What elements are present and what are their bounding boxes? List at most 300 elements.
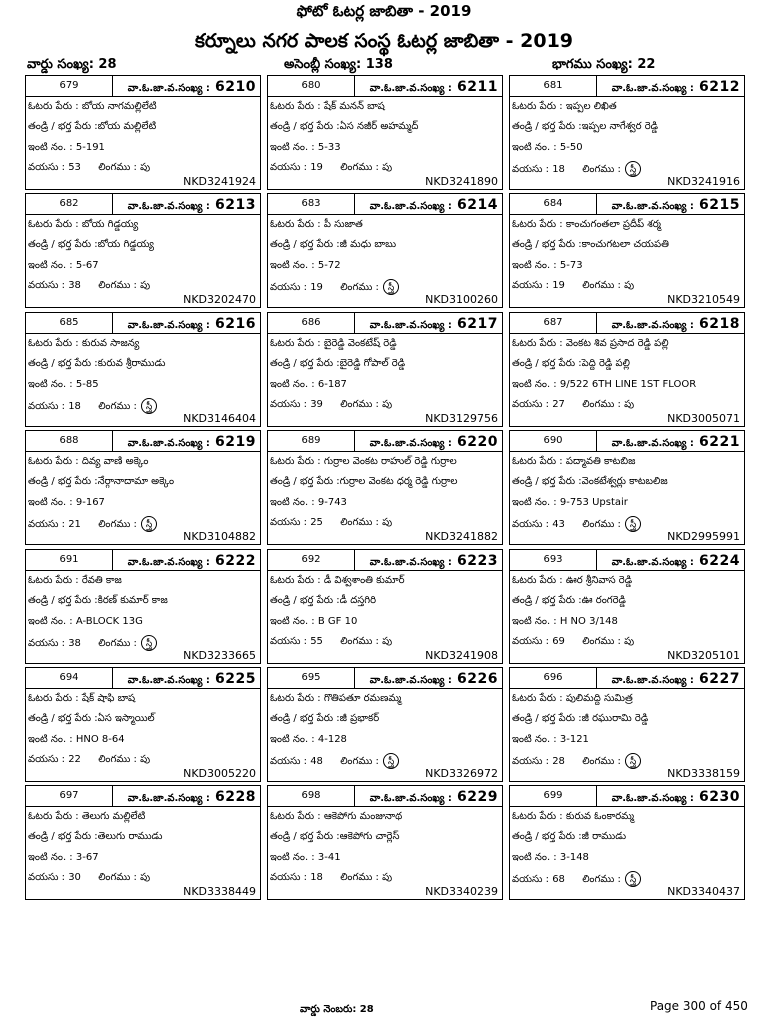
gender-label: లింగము : — [98, 872, 141, 883]
house-number-label: ఇంటి నం. : — [512, 497, 560, 508]
epic-serial — [612, 76, 740, 96]
serial-number: 688 — [25, 430, 113, 452]
epic-serial-label: వా.ఓ.జా.వ.సంఖ్య : — [369, 557, 452, 568]
gender-value: పు — [382, 517, 393, 528]
gender-value: పు — [624, 280, 635, 291]
epic-serial — [612, 194, 740, 214]
voter-card — [267, 312, 503, 427]
epic-serial — [128, 194, 256, 214]
house-number-row — [512, 378, 742, 392]
epic-serial-number: 6214 — [457, 197, 498, 213]
voter-name: బైరెడ్డి వెంకటేష్ రెడ్డి — [323, 338, 397, 349]
voter-name: ఇప్పల లిఖిత — [565, 101, 617, 112]
voter-name-label: ఓటరు పేరు : — [28, 693, 82, 704]
house-number-label: ఇంటి నం. : — [512, 852, 560, 863]
house-number-row — [28, 378, 258, 392]
title-small: ఫోటో ఓటర్ల జాబితా - 2019 — [296, 2, 472, 20]
relation-name-row — [512, 594, 742, 608]
age-gender-row — [270, 871, 500, 885]
relation-name-label: తండ్రి / భర్త పేరు : — [512, 476, 582, 487]
relation-name: కురువ శ్రీరాముడు — [97, 358, 166, 369]
voter-name-row — [512, 574, 742, 588]
voter-name-row — [270, 455, 500, 469]
voter-card — [25, 75, 261, 190]
voter-name-row — [512, 455, 742, 469]
voter-name: వెంకట శివ ప్రసాద రెడ్డి పల్లి — [565, 338, 669, 349]
house-number: 3-41 — [317, 852, 341, 863]
house-number-row — [270, 851, 500, 865]
voter-card — [509, 549, 745, 664]
voter-name: కురువ ఓంకారమ్మ — [565, 811, 635, 822]
relation-name: బోయ గిడ్డయ్య — [97, 239, 155, 250]
epic-serial — [128, 786, 256, 806]
epic-serial-number: 6228 — [215, 789, 256, 805]
gender-value: పు — [624, 399, 635, 410]
relation-name-label: తండ్రి / భర్త పేరు : — [512, 595, 582, 606]
age-label: వయసు : — [28, 280, 69, 291]
house-number-label: ఇంటి నం. : — [270, 497, 318, 508]
epic-serial — [370, 194, 498, 214]
voter-card — [267, 430, 503, 545]
epic-serial — [612, 313, 740, 333]
house-number-row — [512, 496, 742, 510]
epic-serial-number: 6229 — [457, 789, 498, 805]
voter-name-row — [28, 810, 258, 824]
voter-name-row — [270, 100, 500, 114]
house-number-label: ఇంటి నం. : — [28, 260, 76, 271]
age-value: 21 — [68, 519, 81, 530]
house-number-label: ఇంటి నం. : — [28, 379, 76, 390]
age-label: వయసు : — [512, 636, 553, 647]
epic-serial-label: వా.ఓ.జా.వ.సంఖ్య : — [611, 201, 694, 212]
epic-serial-label: వా.ఓ.జా.వ.సంఖ్య : — [611, 793, 694, 804]
voter-name: పద్మావతి కాటబిజ — [565, 456, 636, 467]
epic-serial-number: 6221 — [699, 434, 740, 450]
voter-name-label: ఓటరు పేరు : — [270, 456, 324, 467]
voter-grid — [25, 75, 745, 904]
voter-name-label: ఓటరు పేరు : — [270, 693, 324, 704]
card-header — [510, 786, 744, 807]
voter-id: NKD3338449 — [183, 885, 256, 898]
female-badge: స్త్రీ — [625, 753, 641, 769]
voter-name-label: ఓటరు పేరు : — [512, 811, 566, 822]
relation-name-label: తండ్రి / భర్త పేరు : — [28, 595, 98, 606]
house-number: A-BLOCK 13G — [75, 616, 143, 627]
house-number: 9-743 — [317, 497, 347, 508]
age-value: 27 — [552, 399, 565, 410]
gender-value: పు — [382, 636, 393, 647]
epic-serial-label: వా.ఓ.జా.వ.సంఖ్య : — [127, 557, 210, 568]
voter-id: NKD3210549 — [667, 293, 740, 306]
female-badge: స్త్రీ — [141, 398, 157, 414]
voter-name-row — [28, 692, 258, 706]
age-label: వయసు : — [28, 638, 69, 649]
house-number-row — [28, 259, 258, 273]
voter-id: NKD3340437 — [667, 885, 740, 898]
age-gender-row — [512, 635, 742, 649]
voter-name-row — [512, 218, 742, 232]
female-badge: స్త్రీ — [625, 161, 641, 177]
gender-value: పు — [382, 872, 393, 883]
voter-card — [267, 785, 503, 900]
voter-name: గుర్రాల వెంకట రాహుల్ రెడ్డి గుర్రాల — [323, 456, 457, 467]
voter-name-row — [28, 455, 258, 469]
relation-name: తెలుగు రాముడు — [97, 831, 163, 842]
epic-serial-number: 6219 — [215, 434, 256, 450]
age-value: 18 — [68, 401, 81, 412]
voter-name-row — [28, 337, 258, 351]
gender-label: లింగము : — [582, 756, 625, 767]
age-label: వయసు : — [28, 519, 69, 530]
relation-name-label: తండ్రి / భర్త పేరు : — [512, 239, 582, 250]
relation-name-row — [512, 120, 742, 134]
voter-name-row — [28, 100, 258, 114]
house-number-label: ఇంటి నం. : — [512, 379, 560, 390]
serial-number: 687 — [509, 312, 597, 334]
voter-id: NKD3340239 — [425, 885, 498, 898]
voter-name: షేక్ మనన్ బాష — [323, 101, 385, 112]
epic-serial-label: వా.ఓ.జా.వ.సంఖ్య : — [369, 83, 452, 94]
voter-card — [25, 312, 261, 427]
age-gender-row — [270, 516, 500, 530]
voter-name-label: ఓటరు పేరు : — [512, 219, 566, 230]
voter-card — [267, 549, 503, 664]
epic-serial-number: 6227 — [699, 671, 740, 687]
house-number-row — [28, 733, 258, 747]
page-number: Page 300 of 450 — [650, 999, 748, 1013]
serial-number: 698 — [267, 785, 355, 807]
card-header — [268, 76, 502, 97]
voter-name-row — [270, 574, 500, 588]
age-value: 38 — [68, 280, 81, 291]
epic-serial-label: వా.ఓ.జా.వ.సంఖ్య : — [611, 438, 694, 449]
age-label: వయసు : — [28, 401, 69, 412]
house-number-row — [512, 733, 742, 747]
gender-label: లింగము : — [340, 162, 383, 173]
voter-name: ఊర శ్రీనివాస రెడ్డి — [565, 575, 633, 586]
card-header — [510, 668, 744, 689]
serial-number: 680 — [267, 75, 355, 97]
house-number-row — [28, 615, 258, 629]
age-gender-row — [512, 398, 742, 412]
relation-name-label: తండ్రి / భర్త పేరు : — [270, 476, 340, 487]
serial-number: 682 — [25, 193, 113, 215]
voter-name-label: ఓటరు పేరు : — [512, 101, 566, 112]
serial-number: 681 — [509, 75, 597, 97]
epic-serial-label: వా.ఓ.జా.వ.సంఖ్య : — [369, 320, 452, 331]
house-number-label: ఇంటి నం. : — [270, 852, 318, 863]
voter-id: NKD3146404 — [183, 412, 256, 425]
house-number-row — [28, 141, 258, 155]
voter-card — [509, 785, 745, 900]
card-header — [510, 550, 744, 571]
voter-name-label: ఓటరు పేరు : — [512, 338, 566, 349]
gender-label: లింగము : — [98, 401, 141, 412]
house-number: 3-121 — [559, 734, 589, 745]
epic-serial — [128, 313, 256, 333]
age-value: 19 — [552, 280, 565, 291]
voter-card — [509, 430, 745, 545]
gender-value: పు — [382, 162, 393, 173]
age-gender-row — [512, 279, 742, 293]
voter-id: NKD3104882 — [183, 530, 256, 543]
house-number-row — [270, 733, 500, 747]
relation-name-row — [512, 238, 742, 252]
voter-name: డీ విశ్వశాంతి కుమార్ — [323, 575, 405, 586]
card-header — [268, 668, 502, 689]
relation-name: బైరెడ్డి గోపాల్ రెడ్డి — [339, 358, 406, 369]
epic-serial-number: 6216 — [215, 316, 256, 332]
age-gender-row — [270, 635, 500, 649]
card-header — [268, 431, 502, 452]
relation-name: కాంచుగటలా చయపతి — [581, 239, 669, 250]
card-header — [26, 668, 260, 689]
house-number-label: ఇంటి నం. : — [270, 260, 318, 271]
relation-name: డీ దస్తగిరి — [339, 595, 377, 606]
female-badge: స్త్రీ — [141, 635, 157, 651]
relation-name-label: తండ్రి / భర్త పేరు : — [270, 358, 340, 369]
gender-label: లింగము : — [582, 874, 625, 885]
card-header — [26, 313, 260, 334]
house-number: 3-148 — [559, 852, 589, 863]
epic-serial — [612, 668, 740, 688]
voter-id: NKD3241908 — [425, 649, 498, 662]
voter-name-label: ఓటరు పేరు : — [270, 338, 324, 349]
voter-id: NKD3205101 — [667, 649, 740, 662]
voter-card — [25, 193, 261, 308]
voter-name: ఆకెపోగు మంజునాథ — [323, 811, 403, 822]
age-label: వయసు : — [270, 756, 311, 767]
voter-name: గొతిపతూ రమణమ్మ — [323, 693, 402, 704]
relation-name-row — [28, 712, 258, 726]
epic-serial-number: 6223 — [457, 553, 498, 569]
age-value: 48 — [310, 756, 323, 767]
relation-name-label: తండ్రి / భర్త పేరు : — [28, 831, 98, 842]
card-header — [268, 786, 502, 807]
house-number: 5-33 — [317, 142, 341, 153]
gender-label: లింగము : — [582, 399, 625, 410]
age-value: 38 — [68, 638, 81, 649]
voter-id: NKD3005071 — [667, 412, 740, 425]
gender-value: పు — [140, 280, 151, 291]
age-label: వయసు : — [28, 872, 69, 883]
epic-serial-label: వా.ఓ.జా.వ.సంఖ్య : — [369, 438, 452, 449]
relation-name-row — [270, 712, 500, 726]
relation-name-row — [28, 830, 258, 844]
voter-card — [25, 549, 261, 664]
voter-id: NKD3241882 — [425, 530, 498, 543]
relation-name-label: తండ్రి / భర్త పేరు : — [270, 239, 340, 250]
house-number: 5-67 — [75, 260, 99, 271]
relation-name-row — [28, 120, 258, 134]
epic-serial — [370, 76, 498, 96]
epic-serial-number: 6220 — [457, 434, 498, 450]
voter-card — [267, 667, 503, 782]
voter-id: NKD3100260 — [425, 293, 498, 306]
voter-name: దివ్య వాణి అక్కెం — [81, 456, 149, 467]
age-label: వయసు : — [28, 754, 69, 765]
age-label: వయసు : — [270, 517, 311, 528]
age-gender-row — [28, 753, 258, 767]
voter-name-row — [512, 100, 742, 114]
voter-name-label: ఓటరు పేరు : — [270, 219, 324, 230]
serial-number: 695 — [267, 667, 355, 689]
house-number: 9/522 6TH LINE 1ST FLOOR — [559, 379, 697, 390]
house-number-row — [28, 851, 258, 865]
voter-name-label: ఓటరు పేరు : — [512, 693, 566, 704]
page-title: కర్నూలు నగర పాలక సంస్థ ఓటర్ల జాబితా - 2019 — [194, 30, 574, 52]
age-value: 19 — [310, 282, 323, 293]
voter-name-label: ఓటరు పేరు : — [28, 101, 82, 112]
gender-label: లింగము : — [582, 164, 625, 175]
voter-card — [25, 667, 261, 782]
age-value: 18 — [310, 872, 323, 883]
epic-serial-label: వా.ఓ.జా.వ.సంఖ్య : — [369, 793, 452, 804]
voter-name-label: ఓటరు పేరు : — [28, 456, 82, 467]
epic-serial — [370, 431, 498, 451]
relation-name-row — [270, 357, 500, 371]
female-badge: స్త్రీ — [625, 871, 641, 887]
epic-serial-number: 6215 — [699, 197, 740, 213]
relation-name-label: తండ్రి / భర్త పేరు : — [512, 831, 582, 842]
voter-name-row — [270, 218, 500, 232]
gender-label: లింగము : — [582, 519, 625, 530]
voter-name-row — [270, 337, 500, 351]
serial-number: 697 — [25, 785, 113, 807]
voter-name-label: ఓటరు పేరు : — [28, 219, 82, 230]
voter-name-label: ఓటరు పేరు : — [512, 456, 566, 467]
serial-number: 694 — [25, 667, 113, 689]
relation-name-label: తండ్రి / భర్త పేరు : — [512, 358, 582, 369]
voter-name-label: ఓటరు పేరు : — [512, 575, 566, 586]
epic-serial-number: 6211 — [457, 79, 498, 95]
age-value: 43 — [552, 519, 565, 530]
card-header — [268, 550, 502, 571]
gender-label: లింగము : — [98, 754, 141, 765]
serial-number: 696 — [509, 667, 597, 689]
age-gender-row — [28, 279, 258, 293]
house-number-label: ఇంటి నం. : — [28, 734, 76, 745]
relation-name-label: తండ్రి / భర్త పేరు : — [270, 831, 340, 842]
relation-name-label: తండ్రి / భర్త పేరు : — [28, 476, 98, 487]
relation-name-label: తండ్రి / భర్త పేరు : — [28, 121, 98, 132]
house-number-row — [270, 141, 500, 155]
relation-name: ఇప్పల నాగేశ్వర రెడ్డి — [581, 121, 659, 132]
relation-name: ఏస నజీర్ అహమ్మద్ — [339, 121, 419, 132]
house-number-row — [512, 851, 742, 865]
gender-label: లింగము : — [340, 399, 383, 410]
epic-serial-number: 6230 — [699, 789, 740, 805]
gender-label: లింగము : — [340, 636, 383, 647]
age-value: 25 — [310, 517, 323, 528]
gender-label: లింగము : — [340, 517, 383, 528]
epic-serial — [128, 431, 256, 451]
ward-number-label: వార్డు సంఖ్య: 28 — [27, 57, 117, 72]
epic-serial — [128, 668, 256, 688]
relation-name-label: తండ్రి / భర్త పేరు : — [270, 121, 340, 132]
house-number-label: ఇంటి నం. : — [28, 616, 76, 627]
relation-name: గుర్రాల వెంకట ధర్మ రెడ్డి గుర్రాల — [339, 476, 458, 487]
voter-card — [509, 75, 745, 190]
voter-id: NKD3202470 — [183, 293, 256, 306]
house-number-label: ఇంటి నం. : — [28, 142, 76, 153]
epic-serial-number: 6224 — [699, 553, 740, 569]
relation-name-row — [28, 594, 258, 608]
gender-label: లింగము : — [98, 280, 141, 291]
relation-name-row — [28, 475, 258, 489]
epic-serial-label: వా.ఓ.జా.వ.సంఖ్య : — [127, 438, 210, 449]
voter-name-row — [28, 574, 258, 588]
voter-name-row — [512, 692, 742, 706]
voter-id: NKD2995991 — [667, 530, 740, 543]
relation-name-row — [28, 357, 258, 371]
relation-name: ఊ రంగరెడ్డి — [581, 595, 626, 606]
serial-number: 690 — [509, 430, 597, 452]
serial-number: 693 — [509, 549, 597, 571]
house-number-row — [270, 496, 500, 510]
relation-name: వెంకటేశ్వర్లు కాటబలిజ — [581, 476, 668, 487]
gender-value: పు — [140, 872, 151, 883]
house-number: 9-167 — [75, 497, 105, 508]
house-number: 5-85 — [75, 379, 99, 390]
age-value: 55 — [310, 636, 323, 647]
gender-label: లింగము : — [98, 638, 141, 649]
voter-name-label: ఓటరు పేరు : — [270, 811, 324, 822]
epic-serial — [370, 668, 498, 688]
relation-name-label: తండ్రి / భర్త పేరు : — [270, 713, 340, 724]
house-number-row — [28, 496, 258, 510]
voter-name-row — [512, 337, 742, 351]
age-gender-row — [28, 871, 258, 885]
house-number: H NO 3/148 — [559, 616, 618, 627]
house-number-row — [512, 259, 742, 273]
relation-name-row — [270, 238, 500, 252]
house-number-row — [512, 615, 742, 629]
age-label: వయసు : — [270, 399, 311, 410]
voter-id: NKD3241916 — [667, 175, 740, 188]
voter-name: రేవతి కాజ — [81, 575, 122, 586]
gender-label: లింగము : — [340, 756, 383, 767]
voter-id: NKD3005220 — [183, 767, 256, 780]
age-label: వయసు : — [512, 280, 553, 291]
female-badge: స్త్రీ — [383, 753, 399, 769]
age-label: వయసు : — [270, 282, 311, 293]
house-number: 6-187 — [317, 379, 347, 390]
voter-name-row — [270, 810, 500, 824]
relation-name-row — [512, 712, 742, 726]
epic-serial-label: వా.ఓ.జా.వ.సంఖ్య : — [369, 201, 452, 212]
house-number: 4-128 — [317, 734, 347, 745]
relation-name: నేర్గానాదామా అక్కెం — [97, 476, 175, 487]
voter-name-label: ఓటరు పేరు : — [28, 575, 82, 586]
voter-card — [25, 430, 261, 545]
voter-name-row — [270, 692, 500, 706]
epic-serial-label: వా.ఓ.జా.వ.సంఖ్య : — [127, 675, 210, 686]
epic-serial — [612, 431, 740, 451]
voter-name: తెలుగు మల్లిలేటి — [81, 811, 146, 822]
relation-name: కిరణ్ కుమార్ కాజ — [97, 595, 168, 606]
serial-number: 692 — [267, 549, 355, 571]
age-label: వయసు : — [270, 162, 311, 173]
relation-name: ఆకెపోగు చార్లెస్ — [339, 831, 400, 842]
relation-name-row — [270, 475, 500, 489]
gender-label: లింగము : — [340, 282, 383, 293]
voter-name: బోయ గిడ్డయ్య — [81, 219, 139, 230]
serial-number: 689 — [267, 430, 355, 452]
serial-number: 683 — [267, 193, 355, 215]
age-gender-row — [270, 398, 500, 412]
relation-name: జీ ప్రభాకర్ — [339, 713, 380, 724]
